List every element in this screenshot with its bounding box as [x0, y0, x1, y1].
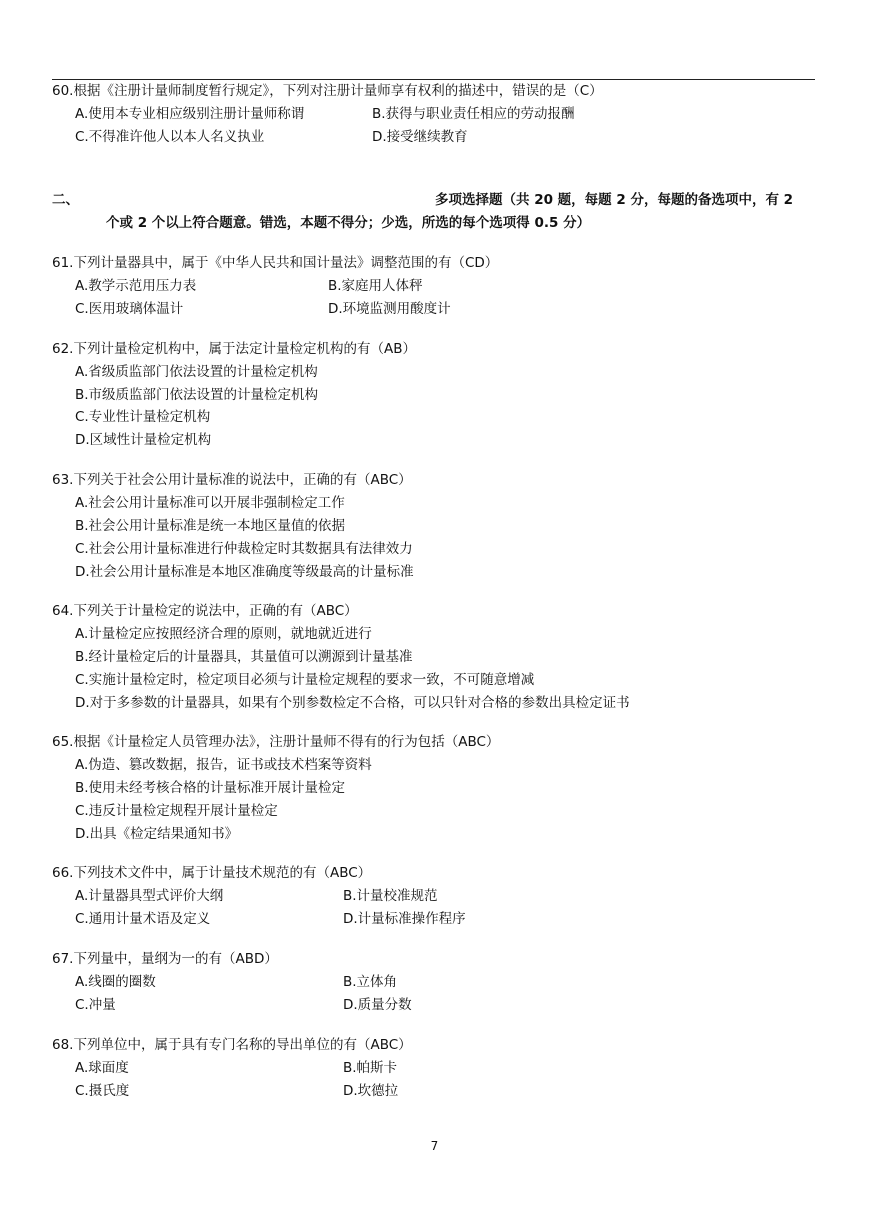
question-63-option-a: A.社会公用计量标准可以开展非强制检定工作	[75, 495, 345, 511]
question-61-option-b: B.家庭用人体秤	[328, 278, 423, 294]
question-62-option-c: C.专业性计量检定机构	[75, 409, 211, 425]
question-67-option-d: D.质量分数	[343, 997, 412, 1013]
question-62-stem: 62.下列计量检定机构中，属于法定计量检定机构的有（AB）	[52, 341, 416, 357]
question-60-option-d: D.接受继续教育	[372, 129, 468, 145]
question-62-option-b: B.市级质监部门依法设置的计量检定机构	[75, 387, 319, 403]
question-60-option-c: C.不得准许他人以本人名义执业	[75, 129, 265, 145]
question-67-option-b: B.立体角	[343, 974, 398, 990]
question-60-option-a: A.使用本专业相应级别注册计量师称谓	[75, 106, 305, 122]
question-62-option-d: D.区域性计量检定机构	[75, 432, 212, 448]
question-66-option-a: A.计量器具型式评价大纲	[75, 888, 224, 904]
question-65-option-b: B.使用未经考核合格的计量标准开展计量检定	[75, 780, 346, 796]
question-61-option-d: D.环境监测用酸度计	[328, 301, 451, 317]
question-68-option-a: A.球面度	[75, 1060, 129, 1076]
question-63-option-c: C.社会公用计量标准进行仲裁检定时其数据具有法律效力	[75, 541, 413, 557]
question-67-option-c: C.冲量	[75, 997, 116, 1013]
question-64-stem: 64.下列关于计量检定的说法中，正确的有（ABC）	[52, 603, 358, 619]
question-68-option-c: C.摄氏度	[75, 1083, 130, 1099]
top-rule	[52, 79, 815, 80]
question-60-option-b: B.获得与职业责任相应的劳动报酬	[372, 106, 575, 122]
section-2-number: 二、	[52, 192, 79, 208]
question-67-option-a: A.线圈的圈数	[75, 974, 156, 990]
question-61-option-c: C.医用玻璃体温计	[75, 301, 184, 317]
section-2-title-line2: 个或 2 个以上符合题意。错选，本题不得分；少选，所选的每个选项得 0.5 分）	[106, 215, 591, 231]
question-65-option-a: A.伪造、篡改数据，报告，证书或技术档案等资料	[75, 757, 372, 773]
question-64-option-a: A.计量检定应按照经济合理的原则，就地就近进行	[75, 626, 372, 642]
question-67-stem: 67.下列量中，量纲为一的有（ABD）	[52, 951, 278, 967]
question-60-stem: 60.根据《注册计量师制度暂行规定》，下列对注册计量师享有权利的描述中，错误的是（C）	[52, 83, 603, 99]
question-64-option-c: C.实施计量检定时，检定项目必须与计量检定规程的要求一致，不可随意增减	[75, 672, 535, 688]
question-63-option-b: B.社会公用计量标准是统一本地区量值的依据	[75, 518, 346, 534]
question-63-option-d: D.社会公用计量标准是本地区准确度等级最高的计量标准	[75, 564, 414, 580]
question-64-option-d: D.对于多参数的计量器具，如果有个别参数检定不合格，可以只针对合格的参数出具检定证书	[75, 695, 630, 711]
question-65-stem: 65.根据《计量检定人员管理办法》，注册计量师不得有的行为包括（ABC）	[52, 734, 500, 750]
section-2-title-line1: 多项选择题（共 20 题，每题 2 分，每题的备选项中，有 2	[435, 192, 794, 208]
question-65-option-c: C.违反计量检定规程开展计量检定	[75, 803, 278, 819]
question-62-option-a: A.省级质监部门依法设置的计量检定机构	[75, 364, 318, 380]
question-68-stem: 68.下列单位中，属于具有专门名称的导出单位的有（ABC）	[52, 1037, 412, 1053]
page-number: 7	[430, 1139, 439, 1153]
question-66-stem: 66.下列技术文件中，属于计量技术规范的有（ABC）	[52, 865, 372, 881]
question-68-option-b: B.帕斯卡	[343, 1060, 398, 1076]
question-66-option-d: D.计量标准操作程序	[343, 911, 466, 927]
question-63-stem: 63.下列关于社会公用计量标准的说法中，正确的有（ABC）	[52, 472, 412, 488]
question-66-option-b: B.计量校准规范	[343, 888, 438, 904]
question-61-stem: 61.下列计量器具中，属于《中华人民共和国计量法》调整范围的有（CD）	[52, 255, 499, 271]
question-66-option-c: C.通用计量术语及定义	[75, 911, 211, 927]
question-64-option-b: B.经计量检定后的计量器具，其量值可以溯源到计量基准	[75, 649, 413, 665]
question-65-option-d: D.出具《检定结果通知书》	[75, 826, 239, 842]
question-61-option-a: A.教学示范用压力表	[75, 278, 197, 294]
question-68-option-d: D.坎德拉	[343, 1083, 399, 1099]
